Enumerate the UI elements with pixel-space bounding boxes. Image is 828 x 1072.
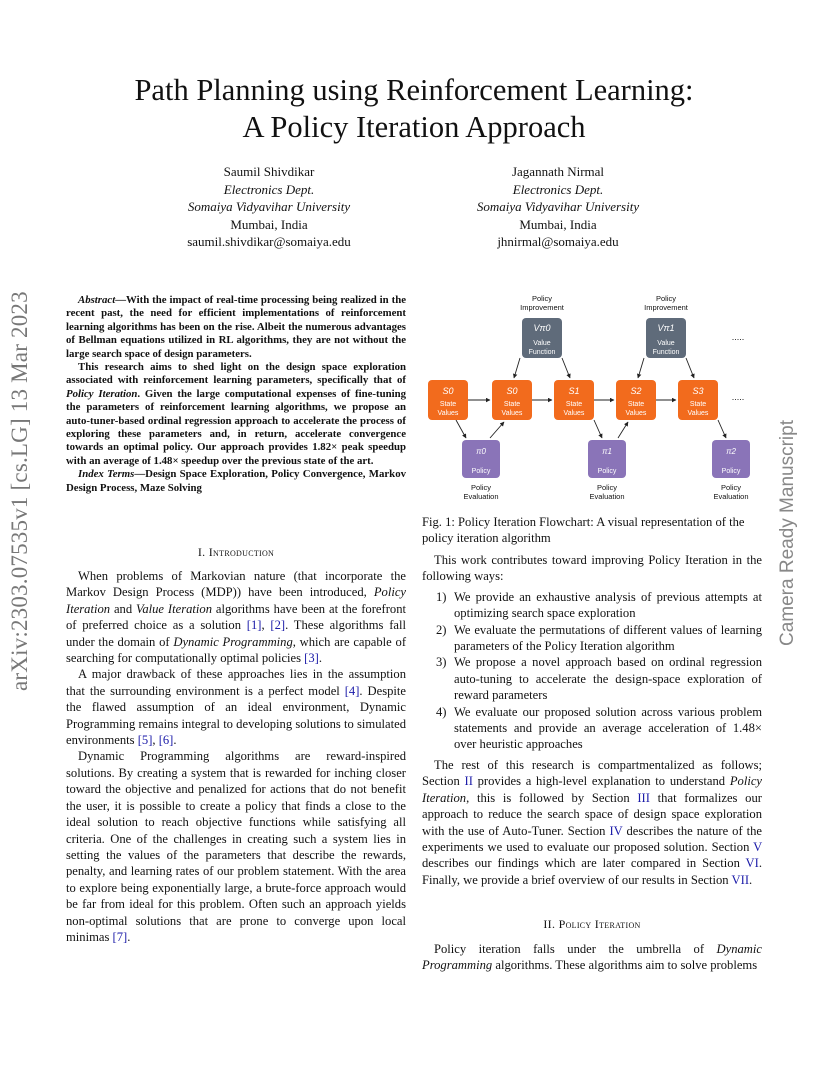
arrow: [562, 358, 570, 378]
state-values-label: State: [439, 401, 457, 408]
contribution-list: [422, 589, 762, 753]
arrow: [490, 422, 504, 438]
index-terms: —Design Space Exploration, Policy Convergence, Markov Design Process, Maze Solving: [66, 468, 406, 494]
author-name: Saumil Shivdikar: [223, 164, 315, 179]
abstract-emphasis: Policy Iteration: [66, 387, 138, 400]
list-item: 2) We evaluate the permutations of different values of learning parameters of the Policy Iteration algorithm: [436, 622, 762, 654]
value-function-label: Value: [657, 340, 675, 347]
state-label: S3: [692, 386, 704, 396]
policy-label: Policy: [471, 468, 491, 475]
author-university: Somaiya Vidyavihar University: [476, 199, 640, 215]
figure-caption: Fig. 1: Policy Iteration Flowchart: A visual representation of the policy iteration algorithm: [422, 515, 745, 546]
list-item: 3) We propose a novel approach based on ordinal regression auto-tuning to accelerate the design-space exploration of reward parameters: [436, 655, 762, 703]
state-label: S0: [442, 386, 454, 396]
policy-label: Policy: [597, 468, 617, 475]
state-label: S2: [630, 386, 642, 396]
section-link[interactable]: VII: [731, 872, 750, 887]
arrow: [594, 420, 602, 438]
state-values-label: Values: [625, 410, 647, 417]
contributions-block: [422, 552, 762, 888]
state-values-label: State: [689, 401, 707, 408]
paragraph: This work contributes toward improving Policy Iteration in the following ways:: [422, 553, 762, 584]
section-title: Introduction: [208, 545, 275, 559]
author-block-2: [408, 163, 708, 251]
section-heading-policy-iteration: [422, 917, 762, 932]
policy-iteration-flowchart: [422, 290, 762, 510]
title-line-2: A Policy Iteration Approach: [242, 110, 586, 144]
arrow: [456, 420, 466, 438]
arrow: [618, 422, 628, 438]
arrow: [514, 358, 520, 378]
policy-label: Policy: [721, 468, 741, 475]
citation-link[interactable]: [1]: [246, 618, 262, 633]
policy-evaluation-label: Evaluation: [589, 492, 625, 501]
paragraph: When problems of Markovian nature (that incorporate the Markov Design Process (MDP)) have been introduced, Policy Iteration and Value Iteration algorithms have been at the forefront of preferred choice as a solution [1], [2]. These algorithms fall under the domain of Dynamic Programming, which are capable of searching for computationally optimal policies [3].: [66, 569, 407, 666]
value-label: Vπ1: [657, 323, 675, 333]
section-title: Policy Iteration: [558, 917, 641, 931]
index-terms-label: Index Terms: [78, 468, 135, 481]
state-label: S0: [506, 386, 518, 396]
value-label: Vπ0: [533, 323, 551, 333]
section-number: I.: [197, 545, 206, 559]
introduction-body: [66, 568, 406, 945]
continuation-dots: .....: [731, 392, 745, 402]
policy-improvement-label: Improvement: [644, 303, 688, 312]
author-block-1: [119, 163, 419, 251]
citation-link[interactable]: [5]: [137, 733, 153, 748]
list-item: 1) We provide an exhaustive analysis of previous attempts at optimizing search space exploration: [436, 589, 762, 621]
value-function-label: Function: [652, 349, 680, 356]
policy-symbol: π0: [476, 447, 486, 456]
author-city: Mumbai, India: [519, 216, 597, 232]
camera-ready-stamp: Camera Ready Manuscript: [777, 420, 798, 646]
arrow: [638, 358, 644, 378]
citation-link[interactable]: [7]: [112, 929, 128, 944]
citation-link[interactable]: [3]: [304, 651, 319, 666]
value-function-label: Function: [528, 349, 556, 356]
title-line-1: Path Planning using Reinforcement Learning:: [134, 73, 694, 107]
author-university: Somaiya Vidyavihar University: [187, 199, 351, 215]
state-label: S1: [568, 386, 580, 396]
policy-iteration-body: [422, 941, 762, 974]
policy-improvement-label: Policy: [655, 294, 677, 303]
author-email: saumil.shivdikar@somaiya.edu: [187, 234, 351, 250]
state-values-label: Values: [687, 410, 709, 417]
paragraph: Policy iteration falls under the umbrella of Dynamic Programming algorithms. These algorithms aim to solve problems: [422, 942, 762, 973]
abstract-label: Abstract: [78, 294, 116, 306]
abstract: [66, 294, 406, 495]
section-link[interactable]: VI: [745, 856, 759, 871]
citation-link[interactable]: [2]: [270, 618, 286, 633]
author-city: Mumbai, India: [230, 216, 308, 232]
section-link[interactable]: II: [464, 774, 473, 789]
section-number: II.: [543, 917, 556, 931]
state-values-label: Values: [563, 410, 585, 417]
continuation-dots: .....: [731, 332, 745, 342]
policy-improvement-label: Policy: [531, 294, 553, 303]
policy-evaluation-label: Policy: [596, 483, 618, 492]
policy-evaluation-label: Policy: [720, 483, 742, 492]
abstract-text-2: This research aims to shed light on the design space exploration associated with reinforcement learning parameters, specifically that of: [66, 361, 406, 387]
arxiv-stamp: arXiv:2303.07535v1 [cs.LG] 13 Mar 2023: [7, 291, 32, 691]
policy-symbol: π1: [602, 447, 612, 456]
abstract-text-1: —With the impact of real-time processing being realized in the recent past, the need for efficient implementations of reinforcement learning algorithms has been on the rise. Albeit the numerous advantages of Bellman equations utilized in RL algorithms, they are not without the large search space of design parameters.: [66, 294, 406, 360]
state-values-label: Values: [437, 410, 459, 417]
state-values-label: Values: [501, 410, 523, 417]
state-values-label: State: [565, 401, 583, 408]
list-item: 4) We evaluate our proposed solution across various problem statements and provide an average acceleration of 1.48× over heuristic approaches: [436, 704, 762, 752]
citation-link[interactable]: [4]: [344, 683, 360, 698]
author-email: jhnirmal@somaiya.edu: [497, 234, 619, 250]
arrow: [686, 358, 694, 378]
author-dept: Electronics Dept.: [512, 181, 604, 197]
value-function-label: Value: [533, 340, 551, 347]
state-values-label: State: [627, 401, 645, 408]
arrow: [718, 420, 726, 438]
section-link[interactable]: III: [637, 790, 650, 805]
section-link[interactable]: IV: [609, 823, 623, 838]
abstract-text-3: . Given the large computational expenses of fine-tuning the parameters of reinforcement learning algorithms, we propose an auto-tuner-based ordinal regression approach to accelerate the process of exploring these parameters and, in return, accelerate convergence towards an optimal policy. Our approach provides 1.82× peak speedup with an average of 1.48× speedup over the previous state of the art.: [66, 387, 406, 467]
policy-evaluation-label: Evaluation: [713, 492, 749, 501]
paragraph: Dynamic Programming algorithms are reward-inspired solutions. By creating a system that is rewarded for inching closer toward the objective and penalized for actions that do not benefit the user, it is possible to create a policy that finds a close to the ideal solution to reach objective functions while satisfying all criteria. One of the challenges in creating such a system lies in setting the values of the parameters that describe the rewards, penalty, and learning rates of our problem statement. With the area to explore being exponentially large, a brute-force approach would be far from ideal for this problem. Often such an approach yields non-optimal solutions that are prone to converge upon local minimas [7].: [66, 749, 406, 944]
paper-title: [0, 72, 828, 146]
policy-evaluation-label: Evaluation: [463, 492, 499, 501]
citation-link[interactable]: [6]: [158, 733, 174, 748]
state-values-label: State: [503, 401, 521, 408]
policy-symbol: π2: [726, 447, 736, 456]
paragraph: The rest of this research is compartmentalized as follows; Section II provides a high-level explanation to understand Policy Iteration, this is followed by Section III that formalizes our approach to reduce the search space of design space exploration with the use of Auto-Tuner. Section IV describes the nature of the experiments we used to evaluate our proposed solution. Section V describes our findings which are later compared in Section VI. Finally, we provide a brief overview of our results in Section VII.: [422, 757, 762, 887]
author-dept: Electronics Dept.: [223, 181, 315, 197]
policy-evaluation-label: Policy: [470, 483, 492, 492]
section-heading-introduction: [66, 545, 406, 560]
policy-improvement-label: Improvement: [520, 303, 564, 312]
section-link[interactable]: V: [753, 839, 762, 854]
author-name: Jagannath Nirmal: [511, 164, 605, 179]
paragraph: A major drawback of these approaches lies in the assumption that the surrounding environment is a perfect model [4]. Despite the flawed assumption of an ideal environment, Dynamic Programming remains integral to developing solutions to simulated environments [5], [6].: [66, 667, 406, 748]
